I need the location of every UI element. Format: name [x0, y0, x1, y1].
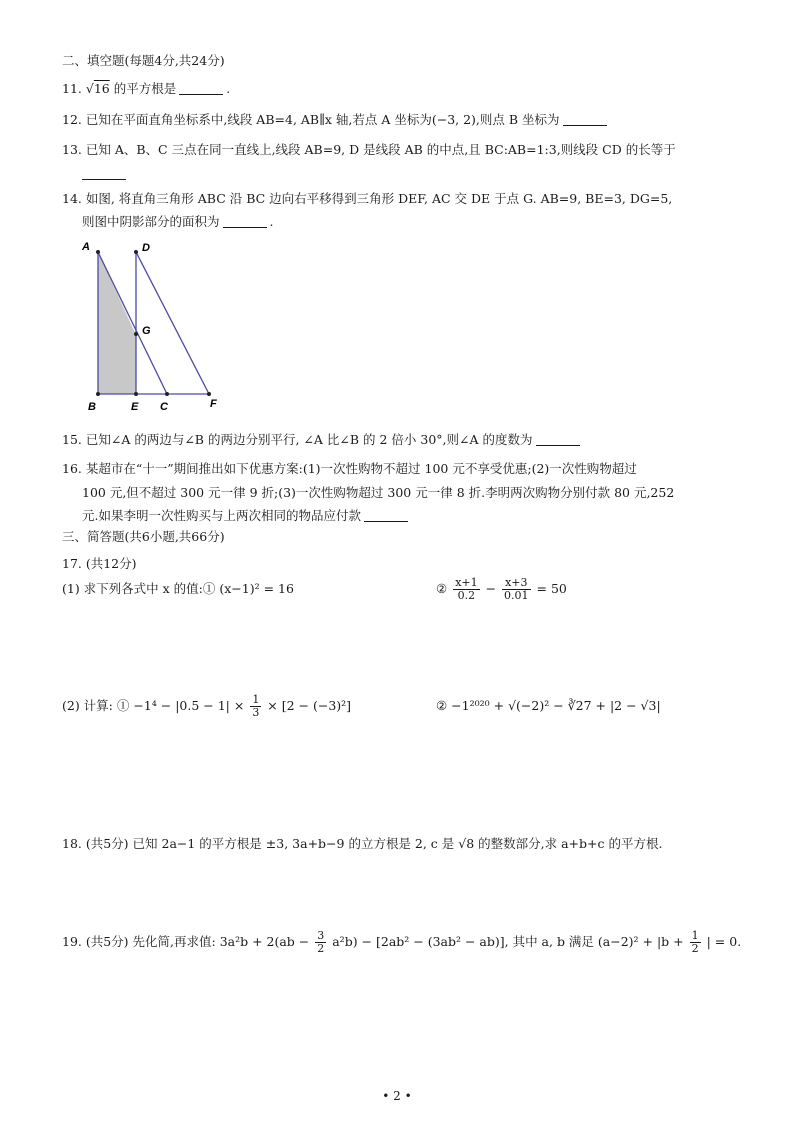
point-f	[207, 392, 211, 396]
q15-answer-blank[interactable]	[536, 445, 580, 446]
section-2-heading: 二、填空题(每题4分,共24分)	[62, 53, 225, 68]
q19-prefix: 19. (共5分) 先化简,再求值: 3a²b + 2(ab −	[62, 934, 310, 949]
q14-answer-blank[interactable]	[223, 227, 267, 228]
q17-p2-fraction: $\frac{1}{3}$	[252, 693, 260, 719]
q17-p2-prefix: (2) 计算: ① −1⁴ − |0.5 − 1| ×	[62, 698, 245, 713]
q17-part2-b: ② −1²⁰²⁰ + √(−2)² − ∛27 + |2 − √3|	[436, 698, 661, 713]
shaded-region	[98, 252, 136, 394]
point-c	[165, 392, 169, 396]
question-19	[62, 928, 741, 956]
question-18: 18. (共5分) 已知 2a−1 的平方根是 ±3, 3a+b−9 的立方根是 2, c 是 √8 的整数部分,求 a+b+c 的平方根.	[62, 836, 663, 851]
q14-figure	[78, 240, 238, 415]
q17-part2-a	[62, 692, 351, 720]
q12-text: 12. 已知在平面直角坐标系中,线段 AB=4, AB∥x 轴,若点 A 坐标为(−3, 2),则点 B 坐标为	[62, 112, 560, 127]
q16-answer-blank[interactable]	[364, 521, 408, 522]
point-b	[96, 392, 100, 396]
question-16-line-1: 16. 某超市在“十一”期间推出如下优惠方案:(1)一次性购物不超过 100 元不享受优惠;(2)一次性购物超过	[62, 461, 637, 476]
question-16-line-2: 100 元,但不超过 300 元一律 9 折;(3)一次性购物超过 300 元一律 8 折.李明两次购物分别付款 80 元,252	[82, 485, 675, 500]
q19-suffix: | = 0.	[706, 934, 742, 949]
question-12	[62, 111, 610, 129]
q11-answer-blank[interactable]	[179, 94, 223, 95]
point-a	[96, 250, 100, 254]
label-g: G	[142, 325, 151, 337]
label-b: B	[88, 401, 96, 413]
q17-title: 17. (共12分)	[62, 556, 137, 571]
q19-fraction-2: $\frac{1}{2}$	[691, 929, 699, 955]
q19-fraction-1: $\frac{3}{2}$	[317, 929, 325, 955]
q12-answer-blank[interactable]	[563, 125, 607, 126]
question-11: 11. √16 的平方根是 .	[62, 81, 231, 96]
point-g	[134, 332, 138, 336]
q17-p2-suffix: × [2 − (−3)²]	[267, 698, 352, 713]
label-a: A	[82, 241, 90, 253]
question-14-line-1: 14. 如图, 将直角三角形 ABC 沿 BC 边向右平移得到三角形 DEF, AC 交 DE 于点 G. AB=9, BE=3, DG=5,	[62, 191, 673, 206]
q15-text: 15. 已知∠A 的两边与∠B 的两边分别平行, ∠A 比∠B 的 2 倍小 30°,则∠A 的度数为	[62, 432, 533, 447]
q14-text: 则图中阴影部分的面积为	[82, 214, 220, 229]
section-3-heading: 三、简答题(共6小题,共66分)	[62, 529, 225, 544]
label-d: D	[142, 242, 150, 254]
label-f: F	[210, 398, 217, 410]
question-14-line-2: 则图中阴影部分的面积为 .	[82, 214, 274, 229]
q11-radicand: 16	[93, 81, 110, 96]
page-number: • 2 •	[382, 1089, 412, 1103]
q17-fraction-2: $\frac{x+3}{0.01}$	[504, 576, 529, 602]
point-e	[134, 392, 138, 396]
label-c: C	[160, 401, 168, 413]
q16-text: 元.如果李明一次性购买与上两次相同的物品应付款	[82, 508, 361, 523]
question-13	[62, 141, 676, 159]
q11-text: 的平方根是	[113, 81, 177, 96]
q11-number: 11.	[62, 81, 82, 96]
segment-df	[136, 252, 209, 394]
point-d	[134, 250, 138, 254]
question-15	[62, 431, 583, 449]
q17-part1-a: (1) 求下列各式中 x 的值:① (x−1)² = 16	[62, 581, 294, 596]
label-e: E	[131, 401, 139, 413]
q13-answer-blank[interactable]	[82, 179, 126, 180]
q17-fraction-1: $\frac{x+1}{0.2}$	[455, 576, 478, 602]
q13-text: 13. 已知 A、B、C 三点在同一直线上,线段 AB=9, D 是线段 AB 的中点,且 BC:AB=1:3,则线段 CD 的长等于	[62, 142, 676, 157]
q19-mid: a²b) − [2ab² − (3ab² − ab)], 其中 a, b 满足 (a−2)² + |b +	[332, 934, 684, 949]
q17-p1b-eq: = 50	[536, 581, 567, 596]
q17-part1-b: ② $\frac{x+1}{0.2}$ − $\frac{x+3}{0.01}$ = 50	[436, 576, 567, 602]
q17-p1b-marker: ②	[436, 581, 448, 596]
question-16-line-3	[82, 507, 411, 525]
